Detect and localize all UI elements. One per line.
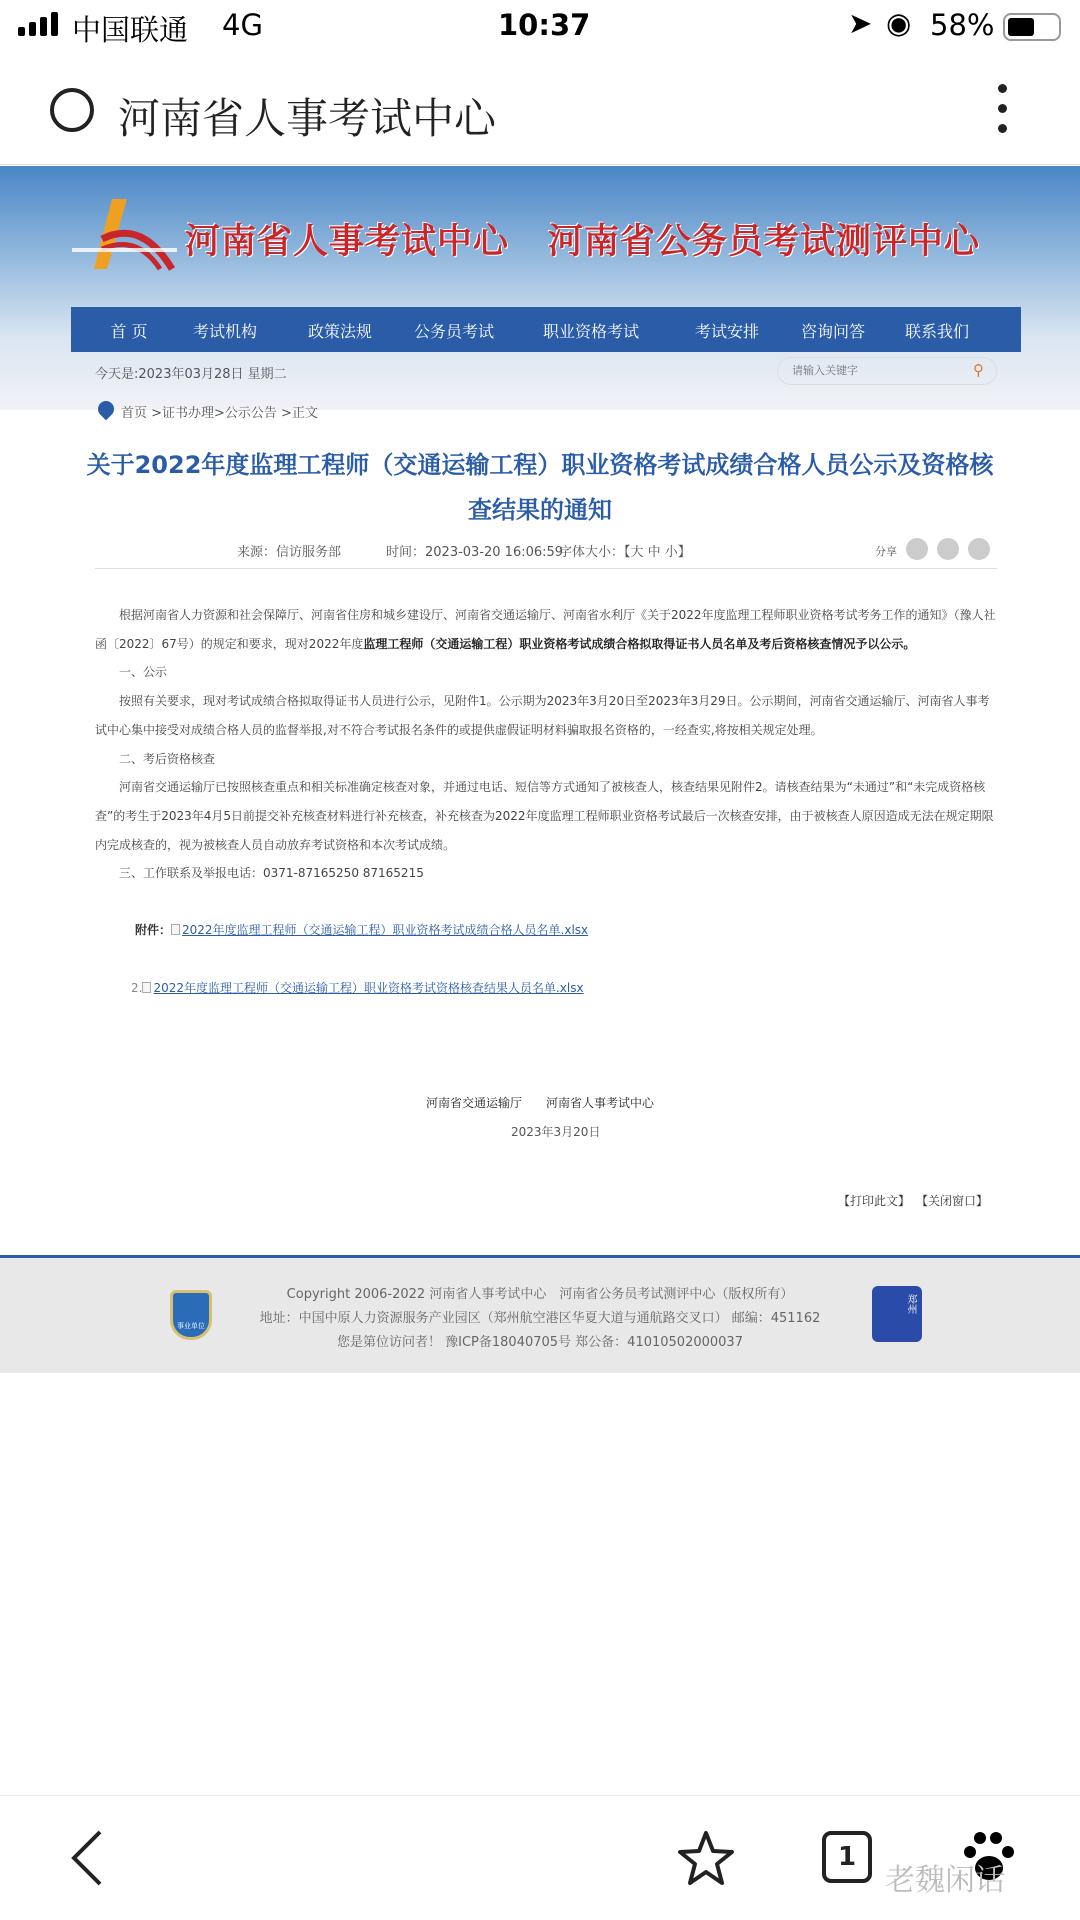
paragraph xyxy=(95,601,997,658)
attachment-link-1[interactable]: 2022年度监理工程师（交通运输工程）职业资格考试成绩合格人员名单.xlsx xyxy=(182,923,589,937)
article-source: 来源：信访服务部 xyxy=(237,545,342,560)
battery-icon xyxy=(1003,13,1061,41)
nav-exam-schedule[interactable]: 考试安排 xyxy=(694,322,760,341)
watermark: 老魏闲话 xyxy=(885,1863,1005,1898)
carrier: 中国联通 xyxy=(72,13,189,47)
paragraph: 河南省交通运输厅已按照核查重点和相关标准确定核查对象，并通过电话、短信等方式通知了被核查人，核查结果见附件2。请核查结果为“未通过”和“未完成资格核查”的考生于2023年4月5日前提交补充核查材料进行补充核查，补充核查为2022年度监理工程师职业资格考试最后一次核查安排，由于被核查人原因造成无法在规定期限内完成核查的，视为被核查人员自动放弃考试资格和本次考试成绩。 xyxy=(95,780,994,852)
signature: 河南省交通运输厅 河南省人事考试中心 xyxy=(425,1096,654,1110)
attachment-2 xyxy=(131,979,584,996)
badge-text: 事业单位 xyxy=(177,1322,205,1330)
share-label: 分享 xyxy=(875,545,897,558)
paragraph-bold-text: 监理工程师（交通运输工程）职业资格考试成绩合格拟取得证书人员名单及考后资格核查情况予以公示。 xyxy=(363,636,916,651)
article-body xyxy=(95,601,997,888)
footer-address: 地址：中国中原人力资源服务产业园区（郑州航空港区华夏大道与通航路交叉口） 邮编：451162 xyxy=(259,1311,821,1326)
weibo-share-icon[interactable] xyxy=(937,538,959,560)
date-line: 今天是:2023年03月28日 星期二 xyxy=(95,367,287,382)
status-bar xyxy=(0,0,1080,55)
location-icon: ➤ xyxy=(848,6,873,40)
article-time: 时间：2023-03-20 16:06:59 xyxy=(386,545,564,560)
rotation-lock-icon: ◉ xyxy=(886,6,912,40)
police-text: 郑州 xyxy=(905,1294,916,1314)
file-icon xyxy=(171,924,180,935)
paragraph: 按照有关要求，现对考试成绩合格拟取得证书人员进行公示，见附件1。公示期为2023年3月20日至2023年3月29日。公示期间，河南省交通运输厅、河南省人事考试中心集中接受对成绩合格人员的监督举报,对不符合考试报名条件的或提供虚假证明材料骗取报名资格的，一经查实,将按相关规定处理。 xyxy=(95,694,990,737)
bookmark-star-icon[interactable] xyxy=(676,1830,736,1886)
file-icon xyxy=(142,982,151,993)
banner-title-2: 河南省公务员考试测评中心 xyxy=(548,222,981,262)
clock: 10:37 xyxy=(498,8,591,42)
attachment-label: 附件： xyxy=(135,923,172,937)
browser-address-bar[interactable] xyxy=(0,70,1080,165)
search-icon[interactable]: ⚲ xyxy=(973,361,984,379)
search-icon xyxy=(50,88,94,132)
qzone-share-icon[interactable] xyxy=(968,538,990,560)
nav-contact[interactable]: 联系我们 xyxy=(904,322,970,341)
nav-exam-institutions[interactable]: 考试机构 xyxy=(192,322,258,341)
tabs-button[interactable]: 1 xyxy=(822,1831,872,1883)
nav-professional-exam[interactable]: 职业资格考试 xyxy=(542,322,640,341)
address-text[interactable]: 河南省人事考试中心 xyxy=(118,94,497,143)
nav-faq[interactable]: 咨询问答 xyxy=(800,322,866,341)
article-title-line1: 关于2022年度监理工程师（交通运输工程）职业资格考试成绩合格人员公示及资格核 xyxy=(86,451,994,479)
back-icon[interactable] xyxy=(66,1828,106,1888)
attachment-link-2[interactable]: 2022年度监理工程师（交通运输工程）职业资格考试资格核查结果人员名单.xlsx xyxy=(153,981,584,995)
wechat-share-icon[interactable] xyxy=(906,538,928,560)
font-size-control[interactable]: 字体大小：【大 中 小】 xyxy=(559,545,691,560)
more-menu-icon[interactable] xyxy=(998,84,1008,133)
site-search-input[interactable] xyxy=(792,364,952,377)
section-heading: 二、考后资格核查 xyxy=(119,751,216,766)
section-heading: 三、工作联系及举报电话：0371-87165250 87165215 xyxy=(119,866,424,881)
site-logo xyxy=(72,194,182,274)
site-search[interactable] xyxy=(777,357,997,385)
network: 4G xyxy=(222,8,263,42)
article-title-line2: 查结果的通知 xyxy=(468,496,612,524)
section-heading: 一、公示 xyxy=(119,665,168,680)
signal-icon xyxy=(18,12,58,36)
breadcrumb: 首页 >证书办理>公示公告 >正文 xyxy=(121,406,318,421)
sign-date: 2023年3月20日 xyxy=(511,1125,601,1139)
police-badge-icon[interactable] xyxy=(872,1286,922,1342)
main-nav xyxy=(71,307,1021,352)
footer-copyright: Copyright 2006-2022 河南省人事考试中心 河南省公务员考试测评中心（版权所有） xyxy=(286,1287,794,1302)
nav-policies[interactable]: 政策法规 xyxy=(307,322,373,341)
toolbar-divider xyxy=(0,1795,1080,1796)
attachment-1 xyxy=(135,921,588,938)
nav-civil-service-exam[interactable]: 公务员考试 xyxy=(413,322,495,341)
attachment-prefix: 2. xyxy=(131,981,143,995)
banner-title-1: 河南省人事考试中心 xyxy=(185,222,510,262)
divider xyxy=(95,568,997,569)
site-footer xyxy=(0,1255,1080,1373)
print-link[interactable]: 【打印此文】 xyxy=(838,1194,911,1208)
paragraph-text: 根据河南省人力资源和社会保障厅、河南省住房和城乡建设厅、河南省交通运输厅、河南省水利厅《关于2022年度监理工程师职业资格考试考务工作的通知》（豫人社函〔2022〕67号）的规定和要求，现对2022年度 xyxy=(95,608,996,651)
footer-icp: 您是第位访问者！ 豫ICP备18040705号 郑公备：41010502000037 xyxy=(337,1335,743,1350)
close-window-link[interactable]: 【关闭窗口】 xyxy=(916,1194,989,1208)
nav-home[interactable]: 首 页 xyxy=(110,322,148,341)
battery-percent: 58% xyxy=(930,8,995,42)
